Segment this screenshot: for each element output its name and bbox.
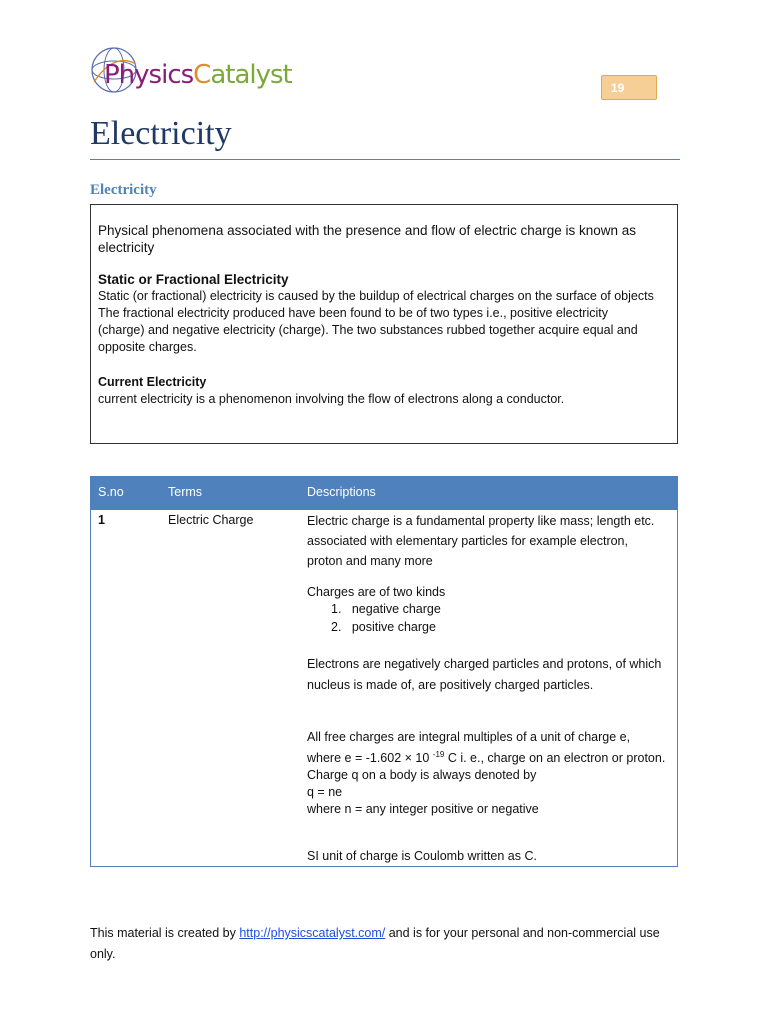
row-sno: 1 [98, 513, 105, 527]
current-heading: Current Electricity [98, 375, 207, 389]
website-link[interactable]: http://physicscatalyst.com/ [239, 926, 386, 940]
description-paragraph: Electric charge is a fundamental property like mass; length etc. associated with elementary particles for example electron, proton and many more [307, 514, 655, 568]
si-unit-text: SI unit of charge is Coulomb written as C. [307, 849, 537, 863]
logo-wordmark: PhysicsCatalyst [104, 60, 292, 90]
row-term: Electric Charge [168, 513, 254, 527]
page-number-badge [601, 75, 657, 100]
charge-quantization-paragraph: All free charges are integral multiples of a unit of charge e, where e = -1.602 × 10 $^{-19}$ C i. e., charge on an electron or proton. Charge q on a body is always denoted by q = ne where n = any integer positive or negative [307, 730, 666, 817]
page-number: 19 [611, 81, 625, 95]
header-descriptions: Descriptions [307, 485, 376, 499]
definition-box [90, 204, 678, 444]
table-header [91, 477, 677, 510]
header-sno: S.no [98, 485, 124, 499]
static-heading: Static or Fractional Electricity [98, 272, 289, 287]
header-terms: Terms [168, 485, 203, 499]
static-line: (charge) and negative electricity (charge). The two substances rubbed together acquire equal and [98, 323, 638, 337]
static-line: opposite charges. [98, 340, 197, 354]
static-line: Static (or fractional) electricity is caused by the buildup of electrical charges on the surface of objects [98, 289, 654, 303]
description-paragraph: Electrons are negatively charged particles and protons, of which nucleus is made of, are positively charged particles. [307, 657, 662, 692]
list-item: 1. negative charge [331, 602, 441, 616]
terms-table [90, 476, 678, 867]
current-line: current electricity is a phenomenon involving the flow of electrons along a conductor. [98, 392, 565, 406]
footer-note: This material is created by http://physicscatalyst.com/ and is for your personal and non-commercial use only. [90, 926, 660, 961]
list-item: 2. positive charge [331, 620, 436, 634]
kinds-intro: Charges are of two kinds [307, 585, 446, 599]
static-line: The fractional electricity produced have been found to be of two types i.e., positive electricity [98, 306, 608, 320]
title-divider [90, 159, 680, 160]
intro-text: Physical phenomena associated with the presence and flow of electric charge is known as electricity [98, 223, 637, 255]
section-heading: Electricity [90, 182, 157, 198]
page-title: Electricity [90, 115, 232, 152]
